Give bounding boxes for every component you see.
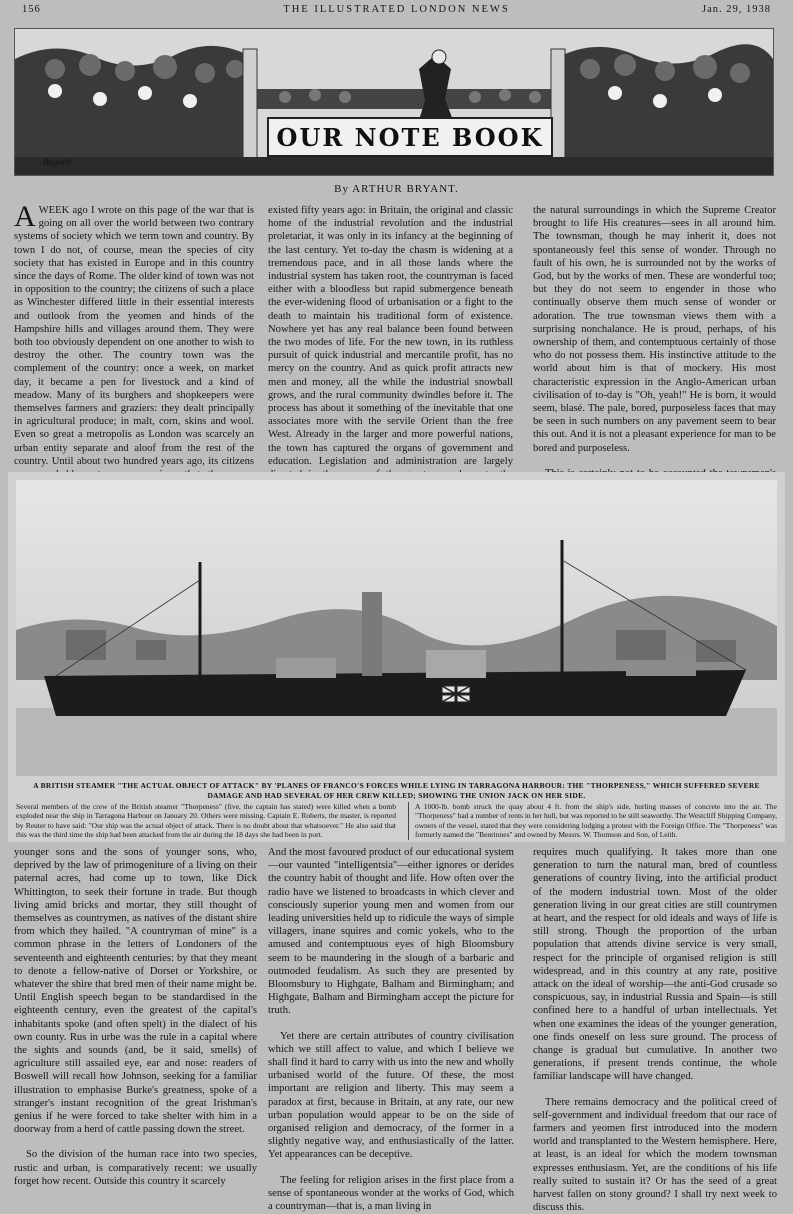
- paragraph: And the most favoured product of our educational system—our vaunted "intelligentsia"—either ignores or derides the country habit of thought and life. How often over the radio have we listened to broadcasts in which clever and consciously superior young men and women from our leading universities held up to ridicule the ways of simple villagers, inane squires and comic yokels, who to the amused and contemptuous eyes of high Bloomsbury seem to be maundering in the slough of a barbaric and outmoded feudalism. As such they are presented by Bloomsbury to Highgate, Balham and Birmingham; and Highgate, Balham and Birmingham accept the picture for truth.: [268, 847, 514, 1017]
- article-column-2-continued: [268, 846, 514, 1213]
- paragraph: So the division of the human race into two species, rustic and urban, is comparatively recent: we usually forget how recent. Outside this country it scarcely: [14, 1149, 257, 1187]
- paragraph-text: WEEK ago I wrote on this page of the war that is going on all over the world between two contrary systems of society which we term town and country. By town I do not, of course, mean the species of city society that has existed in Europe and in this country since the days of Rome. The older kind of town was not in opposition to the country; the citizens of such a place as Winchester differed little in their essential interests and outlook from the yeomen and hinds of the Hampshire hills and villages around them. They were both too obviously dependent on one another to wish to destroy the other. The country town was the complement of the country: once a week, on market day, it became a pen for livestock and a kind of meadow. Many of its burghers and shopkeepers were themselves farmers and graziers: they dealt principally in agricultural produce; in malt, corn, skins and wool. Even so great a metropolis as London was scarcely an urban entity separate and aloof from the rest of the country. Until about two hundred years ago, its citizens: [14, 205, 254, 467]
- issue-date: Jan. 29, 1938: [702, 4, 771, 15]
- article-column-3-continued: [533, 846, 777, 1214]
- photo-caption-left: Several members of the crew of the British steamer "Thorpeness" (five, the captain has stated) were killed when a bomb exploded near the ship in Tarragona Harbour on January 20. Others were missing. Captain E. Roberts, the master, is reported by Reuter to have said: "Our ship was the actual object of attack. There is no doubt about that whatsoever." He also said that this was the third time the ship had been attacked from the air during the 18 days she had been in port.: [16, 802, 396, 840]
- paragraph: younger sons and the sons of younger sons, who, deprived by the law of primogeniture of a living on their paternal acres, had come up to town, like Dick Whittington, to seek their fortune in trade. But though living amid bricks and mortar, they still thought of themselves as countrymen, as natives of the distant shire from which they hailed. "A countryman of mine" is a common phrase in the letters of Londoners of the seventeenth and eighteenth centuries: by that they meant to denote a fellow-native of Dorset or Yorkshire, or whatever the shire that bred men of their name might be. Until English speech began to be standardised in the eighteenth century, even the greatest of the capital's inhabitants spoke (and often spelt) in the dialect of his own county. Rus in urbe was the rule in a capital where the sights and sounds (and, be it said, smells) of agriculture still assailed eye, ear and nose: readers of Boswell will recall how Johnson, seeking for a familiar illustration to emphasise Burke's greatness, spoke of a stranger's instant recognition of the great Irishman's genius if he were forced to take shelter with him in a doorway from a herd of cattle passing down the street.: [14, 847, 257, 1136]
- banner-title: OUR NOTE BOOK: [267, 117, 553, 157]
- article-column-3: [533, 204, 776, 464]
- publication-title: THE ILLUSTRATED LONDON NEWS: [283, 4, 510, 15]
- drop-cap: A: [14, 200, 36, 233]
- paragraph: existed fifty years ago: in Britain, the original and classic home of the industrial revolution and the industrial proletariat, it was only in its infancy at the beginning of the last century. Yet to-day the chasm is widening at a tremendous pace, and in all those lands where the industrial system has taken root, the countryman is faced either with a bloodless but rapid submergence beneath the ever-widening flood of urbanisation or a fight to the death to maintain his traditional form of existence. Nowhere yet has any real balance been found between the two modes of life. For the new town, in its ruthless pursuit of quick industrial and mercantile profit, has no mercy on the country. And as quick profit attracts new men and money, all the while the industrial snowball grows, and the rural community dwindles before it. The process has about it something of the inevitable that one associates more with the servile Orient than the free West. Already in the larger and more powerful nations, the town has captured the organs of government and education. Legislation and administration are largely: [268, 205, 513, 467]
- photo-figure: [8, 472, 785, 842]
- paragraph: requires much qualifying. It takes more than one generation to turn the natural man, bred of countless generations of country living, into the artificial product of the modern industrial town. Most of the older generation living in our great cities are still countrymen at heart, and the respect for old ideals and ways of life is still strong. Though the proportion of the urban population that attends divine service is very small, respect for the principle of organised religion is still widespread, and in this country at any rate, positive attack on the ideal of worship—the anti-God crusade so conspicuous, say, in industrial Russia and Spain—is still confined here to a handful of urban intellectuals. Yet when one examines the ideas of the younger generation, one finds oneself on less sure ground. The process of change is gradual but cumulative. In another two generations, if present trends continue, the whole familiar landscape will have changed.: [533, 847, 777, 1083]
- byline: By ARTHUR BRYANT.: [334, 183, 459, 195]
- photo-caption-title: A BRITISH STEAMER "THE ACTUAL OBJECT OF ATTACK" BY 'PLANES OF FRANCO'S FORCES WHILE LYING IN TARRAGONA HARBOUR: THE "THORPENESS," WHICH SUFFERED SEVERE DAMAGE AND HAD SEVERAL OF HER CREW KILLED; SHOWING THE UNION JACK ON HER SIDE.: [33, 781, 760, 800]
- article-column-1: [14, 200, 254, 467]
- article-column-2: [268, 204, 513, 467]
- title-banner-illustration: [14, 28, 774, 176]
- article-column-1-continued: [14, 846, 257, 1187]
- running-header: [22, 4, 771, 20]
- paragraph: the natural surroundings in which the Supreme Creator brought to life His creatures—sees in all around him. The townsman, though he may inherit it, does not spontaneously feel this sense of wonder. Through no fault of his own, he is surrounded not by the works of God, but by the works of men. These are wonderful too; but they do not seem to engender in those who continually observe them much sense of wonder or adoration. The true townsman views them with a surprising nonchalance. He is proud, perhaps, of his ownership of them, and contemptuous certainly of those who do not possess them. His instinctive attitude to the world about him is that of mockery. His most characteristic expression in the Anglo-American urban civilisation of to-day is "Oh, yeah!" He is born, it would seem, blasé. The pale, bored, purposeless faces that may be seen in such numbers on any pavement seem to bear this out. And it is not a pleasant experience for man to be bored and purposeless.: [533, 205, 776, 454]
- paragraph: There remains democracy and the political creed of self-government and individual freedom that our race of farmers and yeomen first introduced into the modern world and transplanted to the Western hemisphere. Here, at least, is an ideal for which the modern townsman expresses enthusiasm. Yet, are the conditions of his life really suited to sustain it? Or has the seed of a great harvest fallen on stony ground? I shall try next week to discuss this.: [533, 1096, 777, 1214]
- page-number: 156: [22, 4, 41, 15]
- photo-caption-right: A 1000-lb. bomb struck the quay about 4 ft. from the ship's side, hurling masses of concrete into the air. The "Thorpeness" had a number of rents in her hull, but was reported to be still seaworthy. The Westcliff Shipping Company, owners of the vessel, stated that they were considering lodging a protest with the Foreign Office. The "Thorpeness" was formerly named the "Benrinnes" and owned by Messrs. W. Thomson and Son, of Leith.: [408, 802, 777, 840]
- paragraph: Yet there are certain attributes of country civilisation which we still affect to value, and which I believe we shall find it hard to carry with us into the new and wholly urbanised world of the future. Of these, the most important are religion and liberty. This may seem a paradox at first, because in Britain, at any rate, our new urban population would appear to be on the side of organised religion and democracy, of the former in a slightly negative way, and enthusiastically of the latter. Yet appearances can be deceptive.: [268, 1030, 514, 1161]
- paragraph: [14, 200, 254, 508]
- paragraph: The feeling for religion arises in the first place from a sense of spontaneous wonder at the works of God, which a countryman—that is, a man living in: [268, 1174, 514, 1213]
- steamer-photograph: [16, 480, 777, 776]
- artist-signature: Bagnell: [43, 157, 71, 167]
